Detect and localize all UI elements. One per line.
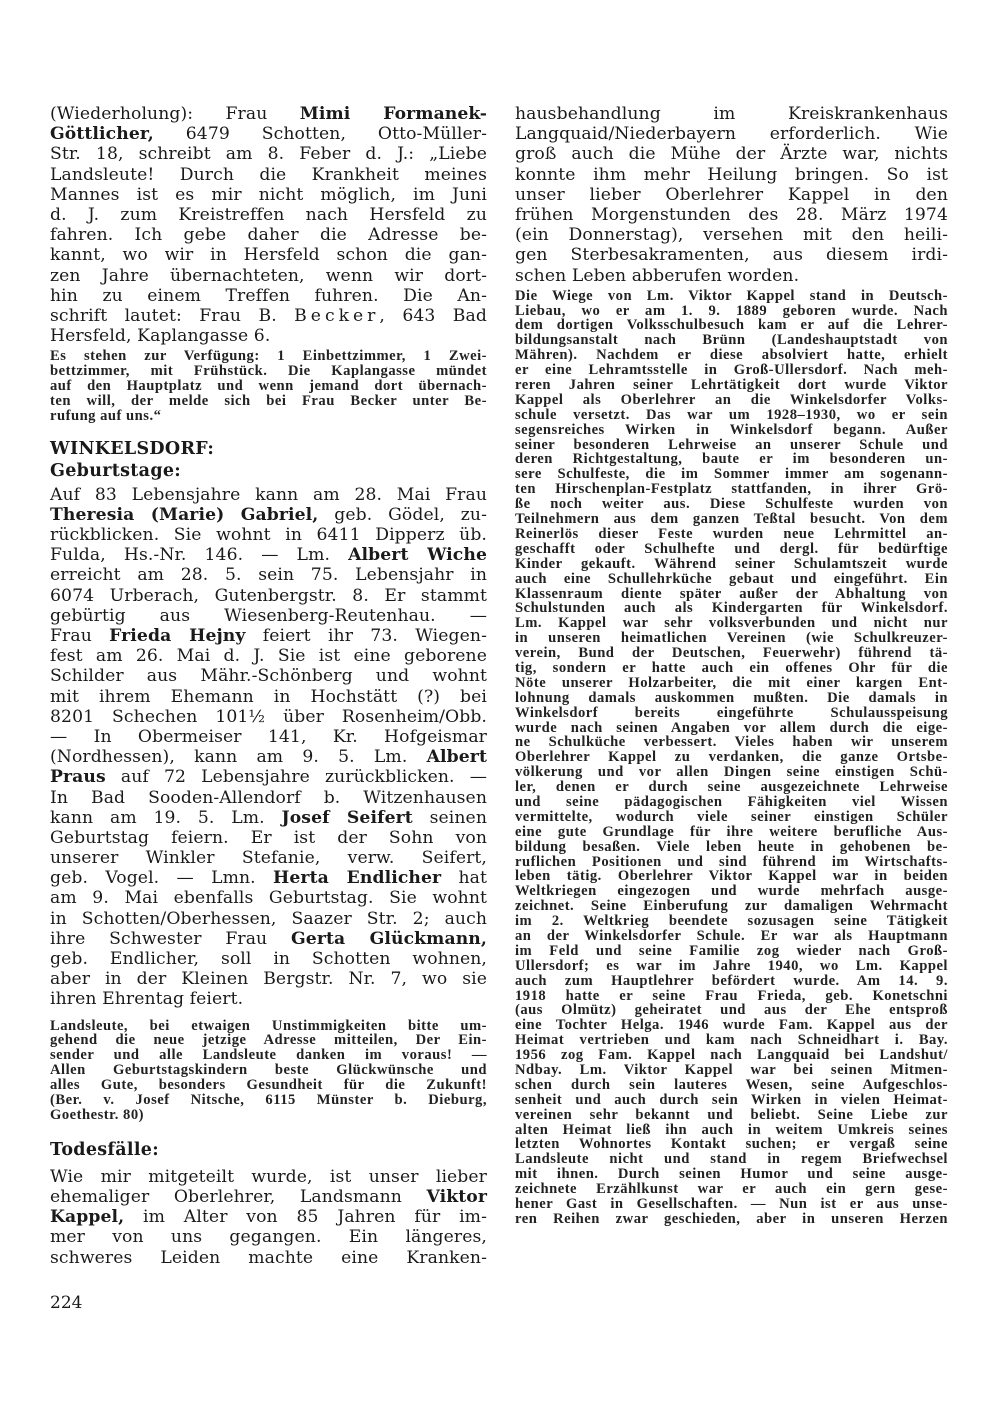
text-line: 6074 Urberach, Gutenbergstr. 8. Er stammt [50,585,487,606]
intro-note [50,349,487,423]
text-line: Reinerlös dieser Feste wurden neue Lehrmittel an- [515,525,948,542]
text-line: in Schotten/Oberhessen, Saazer Str. 2; auch [50,908,487,929]
text-line: fahren. Ich gebe daher die Adresse be- [50,225,487,246]
text-line: am 9. Mai ebenfalls Geburtstag. Sie wohnt [50,888,487,909]
text-line: Klassenraum diente später außer der Abhaltung von [515,585,948,602]
text-line: 1918 hatte er seine Frau Frieda, geb. Konetschni [515,987,948,1004]
text-line: in unseren heimatlichen Vereinen (wie Schulkreuzer- [515,630,948,647]
bold-name: Albert Wiche [348,545,487,566]
text-line: er eine Lehramtsstelle in Groß-Ullersdorf. Nach meh- [515,362,948,379]
bold-name: Kappel, [50,1207,125,1228]
text-line: Lm. Kappel war sehr volksverbunden und nicht nur [515,615,948,632]
text-line: schen Leben abberufen worden. [515,265,800,286]
text-line: rufung auf uns.“ [50,407,162,424]
text-line: 1956 zog Fam. Kappel nach Langquaid bei Landshut/ [515,1047,948,1064]
text-line: bildung besaßen. Viele leben heute in gehobenen be- [515,838,948,855]
text-line: Heimat vertrieben und kam nach Schneidhart i. Bay. [515,1032,948,1049]
text-line: völkerung und vor allen Dingen seine einstigen Schü- [515,764,948,781]
deaths-continuation-paragraph [515,104,948,286]
text-line: (Wiederholung): Frau Mimi Formanek- [50,104,487,124]
text-line: Wie mir mitgeteilt wurde, ist unser lieber [50,1166,487,1187]
text-line: Frau Frieda Hejny feiert ihr 73. Wiegen- [50,626,487,647]
text-line: Allen Geburtstagskindern beste Glückwünsche und [50,1062,487,1079]
text-line: deren Richtgestaltung, baute er im besonderen un- [515,451,948,468]
text-line: Ullersdorf; es war im Jahre 1940, wo Lm. Kappel [515,957,948,974]
text-line: Winkelsdorf bereits eingeführte Schulausspeisung [515,704,948,721]
text-line: Die Wiege von Lm. Viktor Kappel stand in Deutsch- [515,287,948,304]
text-line: Kinder gekauft. Während seiner Schulamtszeit wurde [515,555,948,572]
text-line: Teilnehmern aus dem ganzen Teßtal besucht. Von dem [515,511,948,528]
right-column [515,104,948,1227]
text-line: Hersfeld, Kaplangasse 6. [50,326,271,347]
text-line: seiner besonderen Lehrweise an unserer Schule und [515,436,948,453]
text-line: geb. Vogel. — Lmn. Herta Endlicher hat [50,868,487,889]
text-line: Geburtstag feiern. Er ist der Sohn von [50,827,487,848]
text-line: (Nordhessen), kann am 9. 5. Lm. Albert [50,747,487,768]
bold-name: Viktor [426,1187,487,1207]
text-line: ten Hirschenplan-Festplatz stattfanden, in ihrer Grö- [515,481,948,498]
text-line: wurde nach seinen Angaben vor allem durch die eige- [515,719,948,736]
text-line: im Feld und seine Familie zog wieder nach Groß- [515,942,948,959]
text-line: tig, sondern er hatte auch ein offenes Ohr für die [515,659,948,676]
text-line: Liebau, wo er am 1. 9. 1889 geboren wurde. Nach [515,302,948,319]
text-line: ehemaliger Oberlehrer, Landsmann Viktor [50,1187,487,1207]
text-line: auch zum Hauptlehrer befördert wurde. Am 14. 9. [515,972,948,989]
text-line: frühen Morgenstunden des 28. März 1974 [515,204,948,225]
intro-paragraph [50,104,487,346]
text-line: (ein Donnerstag), versehen mit den heili- [515,225,948,246]
text-line: lohnung damals auskommen mußten. Die damals in [515,689,948,706]
text-line: zeichnete Erzählkunst war er auch ein gern gese- [515,1181,948,1198]
text-line: unserer Winkler Stefanie, verw. Seifert, [50,848,487,869]
text-line: verein, Bund der Deutschen, Feuerwehr) führend tä- [515,645,948,662]
text-line: ten will, der melde sich bei Frau Becker unter Be- [50,392,487,409]
text-line: Str. 18, schreibt am 8. Feber d. J.: „Liebe [50,144,487,165]
text-line: ihre Schwester Frau Gerta Glückmann, [50,928,487,949]
text-line: eine Tochter Helga. 1946 wurde Fam. Kappel aus der [515,1017,948,1034]
text-line: erreicht am 28. 5. sein 75. Lebensjahr in [50,565,487,586]
text-line: Landsleute! Durch die Krankheit meines [50,164,487,185]
section-heading-winkelsdorf: WINKELSDORF: [50,438,215,459]
text-line: leben tätig. Oberlehrer Viktor Kappel war in beiden [515,868,948,885]
text-line: ruflichen Positionen und sind führend im Wirtschafts- [515,853,948,870]
bold-name: Mimi Formanek- [299,104,487,124]
text-line: aber in der Kleinen Bergstr. Nr. 7, wo sie [50,969,487,990]
text-line: reren Jahren seiner Lehrtätigkeit dort wurde Viktor [515,377,948,394]
text-line: (Ber. v. Josef Nitsche, 6115 Münster b. Dieburg, [50,1092,487,1109]
spaced-name: Becker [294,305,380,326]
text-line: Nöte unserer Holzarbeiter, die mit einer kargen Ent- [515,674,948,691]
text-line: bildungsanstalt nach Brünn (Landeshauptstadt von [515,332,948,349]
text-line: kann am 19. 5. Lm. Josef Seifert seinen [50,807,487,828]
text-line: letzten Wohnortes Kontakt suchen; er vergaß seine [515,1136,948,1153]
text-line: Fulda, Hs.-Nr. 146. — Lm. Albert Wiche [50,545,487,566]
biography-paragraph [515,289,948,1227]
text-line: fest am 26. Mai d. J. Sie ist eine geborene [50,646,487,667]
text-line: dem dortigen Volksschulbesuch kam er auf die Lehrer- [515,317,948,334]
text-line: Schilder aus Mähr.-Schönberg und wohnt [50,666,487,687]
text-line: schrift lautet: Frau B. Becker, 643 Bad [50,305,487,326]
text-line: im 2. Weltkrieg beendete sozusagen seine Tätigkeit [515,913,948,930]
text-line: ne Schulküche verbessert. Vieles haben wir unserem [515,734,948,751]
text-line: zeichnet. Seine Einberufung zur damaligen Wehrmacht [515,898,948,915]
text-line: Kappel als Oberlehrer an die Winkelsdorfer Volks- [515,391,948,408]
left-column [50,104,487,1268]
text-line: gebürtig aus Wiesenberg-Reutenhau. — [50,605,487,626]
text-line: groß auch die Mühe der Ärzte war, nichts [515,144,948,165]
text-line: Theresia (Marie) Gabriel, geb. Gödel, zu- [50,504,487,525]
text-line: mer von uns gegangen. Ein längeres, [50,1227,487,1248]
text-line: unser lieber Oberlehrer Kappel in den [515,184,948,205]
bold-name: Göttlicher, [50,124,154,145]
text-line: hausbehandlung im Kreiskrankenhaus [515,104,948,124]
text-line: schen durch sein lauteres Wesen, seine Aufgeschlos- [515,1076,948,1093]
bold-name: Gerta Glückmann, [291,928,487,949]
text-line: gehend die neue jetzige Adresse mitteilen, Der Ein- [50,1032,487,1049]
text-line: bettzimmer, mit Frühstück. Die Kaplangasse mündet [50,363,487,380]
subheading-birthdays: Geburtstage: [50,460,182,481]
text-line: 8201 Schechen 101½ über Rosenheim/Obb. [50,706,487,727]
text-line: hener Gast in Gesellschaften. — Nun ist er aus unse- [515,1196,948,1213]
bold-name: Frieda Hejny [109,626,246,647]
bold-name: Theresia (Marie) Gabriel, [50,504,319,525]
text-line: Göttlicher, 6479 Schotten, Otto-Müller- [50,124,487,145]
text-line: rückblicken. Sie wohnt in 6411 Dipperz üb. [50,525,487,546]
text-line: Langquaid/Niederbayern erforderlich. Wie [515,124,948,145]
text-line: — In Obermeiser 141, Kr. Hofgeismar [50,726,487,747]
text-line: Oberlehrer Kappel zu verdanken, die ganze Ortsbe- [515,749,948,766]
text-line: (aus Olmütz) geheiratet und aus der Ehe entsproß [515,1002,948,1019]
text-line: Kappel, im Alter von 85 Jahren für im- [50,1207,487,1228]
bold-name: Praus [50,767,106,788]
text-line: konnte ihm mehr Heilung bringen. So ist [515,164,948,185]
text-line: mit ihnen. Durch seinen Humor und seine ausge- [515,1166,948,1183]
text-line: ihren Ehrentag feiert. [50,989,244,1010]
text-line: Auf 83 Lebensjahre kann am 28. Mai Frau [50,484,487,505]
text-line: kannt, wo wir in Hersfeld schon die gan- [50,245,487,266]
text-line: geb. Endlicher, soll in Schotten wohnen, [50,949,487,970]
bold-name: Herta Endlicher [273,868,442,889]
text-line: und seine pädagogischen Fähigkeiten viel Wissen [515,793,948,810]
text-line: geschafft oder Schulhefte und dergl. für bedürftige [515,540,948,557]
bold-name: Albert [426,747,487,768]
text-line: In Bad Sooden-Allendorf b. Witzenhausen [50,787,487,808]
text-line: ren Reihen zwar geschieden, aber in unseren Herzen [515,1210,948,1227]
text-line: schule versetzt. Das war um 1928–1930, wo er sein [515,406,948,423]
subheading-deaths: Todesfälle: [50,1139,159,1160]
text-line: Landsleute nicht und stand in regem Briefwechsel [515,1151,948,1168]
text-line: Praus auf 72 Lebensjahre zurückblicken. — [50,767,487,788]
text-line: auf den Hauptplatz und wenn jemand dort übernach- [50,378,487,395]
text-line: senheit und auch durch sein Wirken in vielen Heimat- [515,1091,948,1108]
page-number: 224 [50,1293,83,1313]
text-line: zen Jahre übernachteten, wenn wir dort- [50,265,487,286]
text-line: mit ihrem Ehemann in Hochstätt (?) bei [50,686,487,707]
text-line: Schulstunden auch als Kindergarten für Winkelsdorf. [515,600,948,617]
text-line: segensreiches Wirken in Winkelsdorf begann. Außer [515,421,948,438]
text-line: Mannes ist es mir nicht möglich, im Juni [50,184,487,205]
text-line: ße noch weiter aus. Diese Schulfeste wurden von [515,496,948,513]
text-line: hin zu einem Treffen fuhren. Die An- [50,285,487,306]
text-line: auch eine Schullehrküche gebaut und eingeführt. Ein [515,570,948,587]
bold-name: Josef Seifert [281,807,413,828]
text-line: vermittelte, wodurch viele seiner einstigen Schüler [515,808,948,825]
text-line: gen Sterbesakramenten, aus diesem irdi- [515,245,948,266]
birthdays-paragraph [50,485,487,1010]
text-line: an der Winkelsdorfer Schule. Er war als Hauptmann [515,927,948,944]
text-line: eine gute Grundlage für ihre weitere berufliche Aus- [515,823,948,840]
deaths-paragraph [50,1167,487,1268]
text-line: d. J. zum Kreistreffen nach Hersfeld zu [50,204,487,225]
text-line: sere Schulfeste, die im Sommer immer am sogenann- [515,466,948,483]
text-line: schweres Leiden machte eine Kranken- [50,1247,487,1268]
text-line: Weltkriegen eingezogen und wurde mehrfach ausge- [515,883,948,900]
text-line: alles Gute, besonders Gesundheit für die Zukunft! [50,1077,487,1094]
text-line: Es stehen zur Verfügung: 1 Einbettzimmer, 1 Zwei- [50,348,487,365]
text-line: vereinen sehr bekannt und beliebt. Seine Liebe zur [515,1106,948,1123]
text-line: sender und alle Landsleute danken im voraus! — [50,1047,487,1064]
text-line: Goethestr. 80) [50,1106,145,1123]
text-line: ler, denen er durch seine ausgezeichnete Lehrweise [515,779,948,796]
text-line: Landsleute, bei etwaigen Unstimmigkeiten bitte um- [50,1017,487,1034]
text-line: alten Heimat ließ ihn auch in weitem Umkreis seines [515,1121,948,1138]
birthdays-note [50,1019,487,1123]
text-line: Mähren). Nachdem er diese absolviert hatte, erhielt [515,347,948,364]
text-line: Ndbay. Lm. Viktor Kappel war bei seinen Mitmen- [515,1062,948,1078]
